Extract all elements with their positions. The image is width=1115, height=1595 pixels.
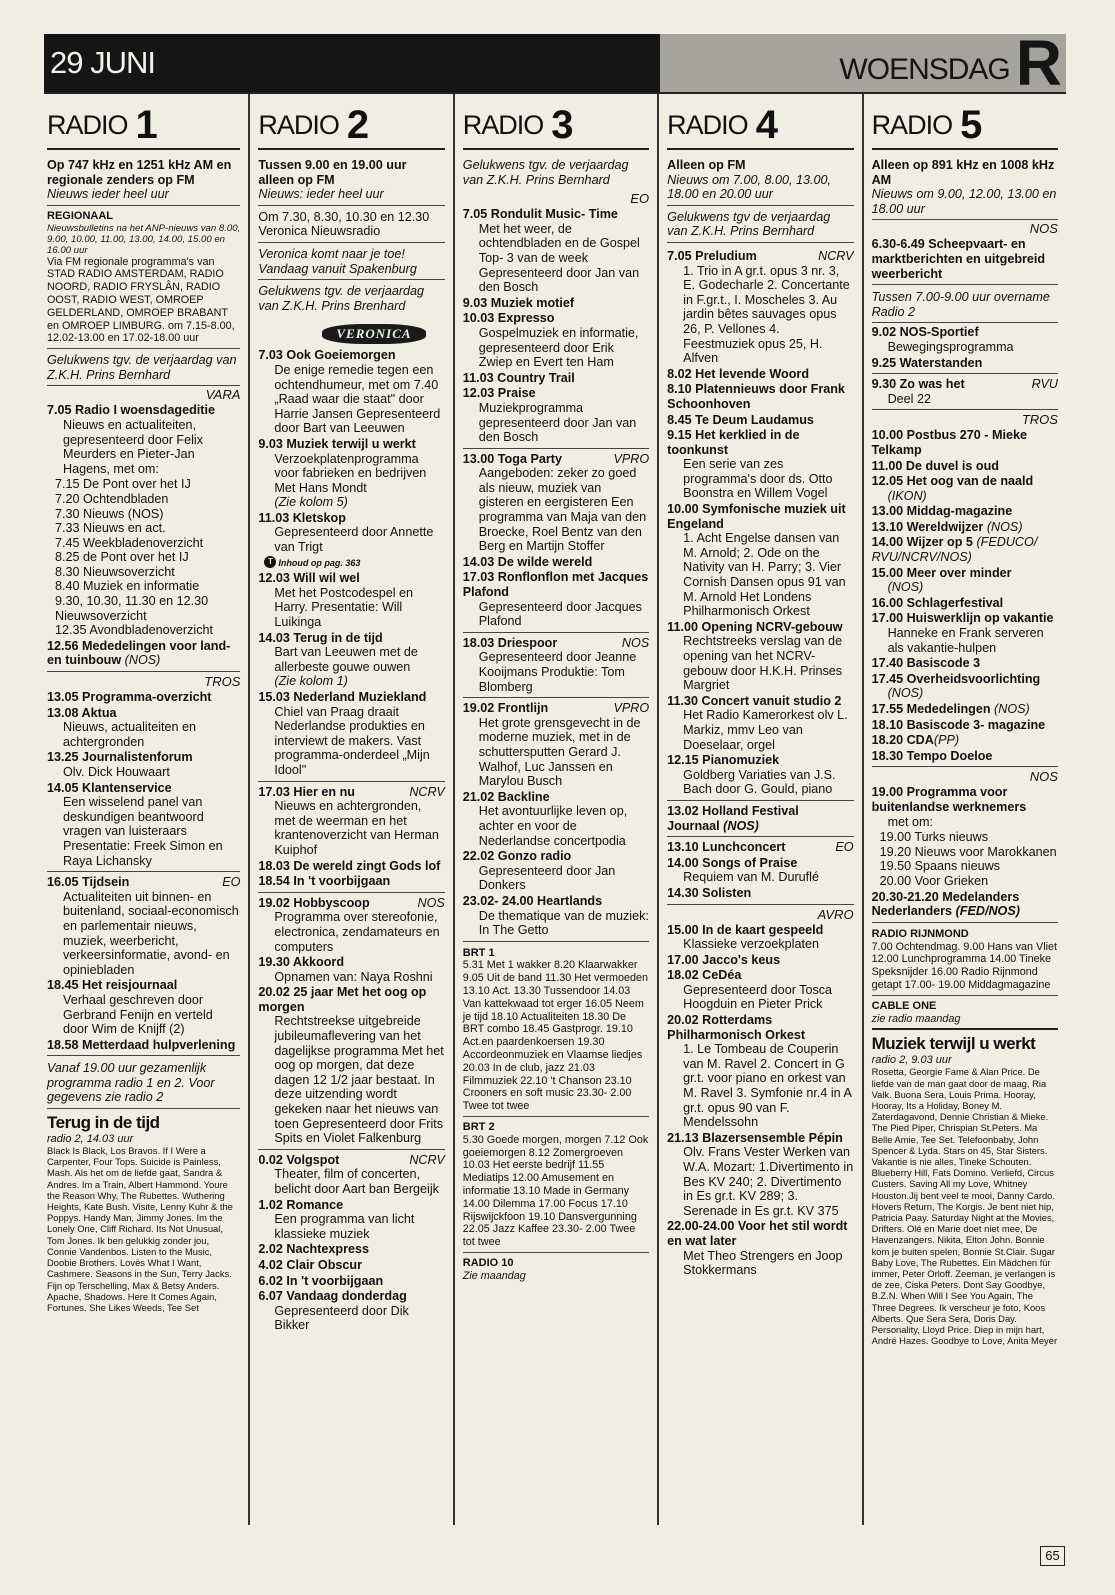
column-radio-4 <box>657 94 861 1525</box>
program-item: 14.03 Terug in de tijd Bart van Leeuwen met de allerbeste gouwe ouwen (Zie kolom 1) <box>258 630 418 689</box>
program-item: 19.02 Hobbyscoop NOS Programma over stereofonie, electronica, zendamateurs en computers <box>258 895 445 954</box>
veronica-logo: VERONICA <box>322 324 425 344</box>
radio-3-heading: RADIO 3 <box>463 100 649 150</box>
radio-1-intro: Op 747 kHz en 1251 kHz AM en regionale zenders op FM Nieuws ieder heel uur <box>47 156 240 206</box>
radio-2-heading: RADIO 2 <box>258 100 444 150</box>
sublist-entry: 7.45 Weekbladenoverzicht <box>55 535 204 550</box>
sublist-entry: 7.33 Nieuws en act. <box>55 521 166 536</box>
program-item: 17.03 Ronflonflon met Jacques Plafond Gepresenteerd door Jacques Plafond <box>463 570 649 632</box>
program-item: 18.10 Basiscode 3- magazine <box>871 717 1046 732</box>
program-item: 10.00 Symfonische muziek uit Engeland 1. Acht Engelse dansen van M. Arnold; 2. Ode on the Nativity van H. Parry; 3. Vier Cornish Dansen opus 91 van M. Arnold Het Londens Philharmonisch Orkest <box>667 502 846 619</box>
program-item: 17.03 Hier en nu NCRV Nieuws en achtergronden, met de weerman en het krantenoverzicht van Herman Kuiphof <box>258 784 445 857</box>
rijnmond-section: RADIO RIJNMOND 7.00 Ochtendmag. 9.00 Hans van Vliet 12.00 Lunchprogramma 14.00 Tineke Speksnijder 16.00 Radio Rijnmond getapt 17.00- 19.00 Middagmagazine <box>872 926 1058 996</box>
program-item: 19.30 Akkoord Opnamen van: Naya Roshni <box>258 955 433 984</box>
day-label: WOENSDAG <box>839 53 1010 86</box>
program-item: 17.45 Overheidsvoorlichting (NOS) <box>871 671 1041 701</box>
program-item: 19.00 Programma voor buitenlandse werknemers met om: <box>871 785 1027 829</box>
program-item: 13.00 Middag-magazine <box>871 504 1013 519</box>
cable-one-section: CABLE ONE zie radio maandag <box>872 998 1058 1031</box>
program-item: 12.15 Pianomuziek Goldberg Variaties van J.S. Bach door G. Gould, piano <box>667 753 853 801</box>
sublist-entry: 8.30 Nieuwsoverzicht <box>55 564 175 579</box>
program-item: 13.02 Holland Festival Journaal (NOS) <box>667 804 853 837</box>
broadcaster-label: EO <box>630 191 650 207</box>
program-item: 23.02- 24.00 Heartlands De thematique van de muziek: In The Getto <box>463 894 649 942</box>
veronica-news: Om 7.30, 8.30, 10.30 en 12.30 Veronica Nieuwsradio <box>258 208 444 243</box>
page-number: 65 <box>1040 1546 1065 1566</box>
program-item: 9.15 Het kerklied in de toonkunst Een serie van zes programma's door ds. Otto Boonstra en Willem Vogel <box>667 428 833 501</box>
program-item: 17.00 Huiswerklijn op vakantie Hanneke en Frank serveren als vakantie-hulpen <box>871 611 1054 655</box>
program-item: 18.02 CeDéa Gepresenteerd door Tosca Hoogduin en Pieter Prick <box>667 968 833 1012</box>
program-item: 18.03 Driespoor NOS Gepresenteerd door Jeanne Kooijmans Produktie: Tom Blomberg <box>463 636 649 698</box>
feature-box: Terug in de tijd radio 2, 14.03 uur Black Is Black, Los Bravos. If I Were a Carpenter, Four Tops. Suicide is Painless, Mash. Als het om de liefde gaat, Sandra & Andres. Im a Train, Albert Hammond. Youre the Reason Why, The Rubettes. Wuthering Heights, Kate Bush. Visite, Lenny Kuhr & the Poppys. Handy Man, Jimmy Jones. Im the Lonely One, Cliff Richard. Its Not Unusual, Tom Jones. Ik ben gelukkig zonder jou, Connie Vandenbos. Listen to the Music, Doobie Brothers. Lovës What I Want, Cashmere. Seasons in the Sun, Terry Jacks. Fijn op Terschelling, Max & Betsy Anders. Apache, Shadows. Here It Comes Again, Fortunes. She Likes Weeds, Tee Set <box>47 1113 240 1313</box>
program-item: 14.00 Songs of Praise Requiem van M. Duruflé <box>667 855 819 885</box>
program-item: 11.03 Country Trail <box>462 370 575 385</box>
program-item: 7.05 Preludium NCRV 1. Trio in A gr.t. opus 3 nr. 3, E. Godecharle 2. Concertante in F.gr.t., I. Moscheles 3. Au jardin bêtes sauvages opus 26, P. Vellones 4. Feestmuziek opus 25, H. Alfven <box>667 248 854 366</box>
program-item: 1.02 Romance Een programma van licht klassieke muziek <box>258 1197 415 1241</box>
program-item: 17.00 Jacco's keus <box>667 952 781 967</box>
program-columns <box>44 92 1066 1525</box>
program-item: 15.00 Meer over minder (NOS) <box>871 565 1012 595</box>
program-item: 9.03 Muziek motief <box>462 295 575 310</box>
program-item: 7.05 Rondulit Music- Time Met het weer, de ochtendbladen en de Gospel Top- 3 van de week Gepresenteerd door Jan van den Bosch <box>462 207 640 295</box>
program-item: 18.03 De wereld zingt Gods lof <box>258 858 441 873</box>
program-item: 0.02 Volgspot NCRV Theater, film of concerten, belicht door Aart ban Bergeijk <box>258 1152 445 1196</box>
broadcaster-label: VARA <box>205 387 241 403</box>
regional-section: REGIONAAL Nieuwsbulletins na het ANP-nieuws van 8.00, 9.00, 10.00, 11.00, 13.00, 14.00, 15.00 en 16.00 uur Via FM regionale programma's van STAD RADIO AMSTERDAM, RADIO NOORD, RADIO FRYSLÂN, RADIO OOST, RADIO WEST, OMROEP GELDERLAND, OMROEP BRABANT en OMROEP LIMBURG. om 7.15-8.00, 12.02-13.00 en 17.02-18.00 uur <box>47 208 240 349</box>
radio-2-intro: Tussen 9.00 en 19.00 uur alleen op FM Nieuws: ieder heel uur <box>258 156 444 206</box>
program-item: 9.30 Zo was het RVU Deel 22 <box>872 377 1058 410</box>
program-item: 8.02 Het levende Woord <box>667 366 810 381</box>
program-item: 18.54 In 't voorbijgaan <box>258 874 444 893</box>
column-radio-5 <box>862 94 1066 1525</box>
feature-body: Rosetta, Georgie Fame & Alan Price. De liefde van de man gaat door de maag, Ria Valk. Buona Sera, Louis Prima. Hooray, Hooray, Its a Holiday, Boney M. Zaterdagavond, Dennie Christian & Mieke. The Pied Piper, Chrispian St.Peters. Ma Belle Amie, Tee Set. Telefoonbaby, John Spencer & Lyda. Stars on 45, Star Sisters. Vakantie is nie alles, Tineke Schouten. Blueberry Hill, Fats Domino. Verliefd, Circus Custers. Saving All my Love, Whitney Houston.Jij bent veel te mooi, Danny Cardo. Hovers Return, The Korgis. Je bent niet hip, Patricia Paay. Saturday Night at the Movies, Drifters. Olé en Marie doet niet mee, De Havenzangers. Nikita, Elton John. Bonnie kom je buiten spelen, Bonnie St.Clair. Sugar Baby Love, The Rubettes. Ein Mädchen für immer, Peter Orloff. Zeeman, je verlangen is de zee, Ciska Peters. Dont Say Goodbye, B.Z.N. When Will I See You Again, The Three Degrees. Ik verscheur je foto, Koos Alberts. Que Sera Sera, Doris Day. Personality, Lloyd Price. Diep in mijn hart, André Hazes. Goodbye to Love, Anita Meyer <box>871 1066 1058 1347</box>
program-item: 13.00 Toga Party VPRO Aangeboden: zeker zo goed als nieuw, muziek van gisteren en eergisteren Een programma van Maja van den Broecke, Roel Bentz van den Berg en Martijn Stoffer <box>462 451 650 554</box>
date-label: 29 JUNI <box>50 45 155 80</box>
sublist-entry: 20.00 Voor Grieken <box>879 873 989 888</box>
column-radio-3 <box>453 94 657 1525</box>
program-item: 18.45 Het reisjournaal Verhaal geschreven door Gerbrand Fenijn en verteld door Wim de Knijff (2) <box>47 978 213 1037</box>
program-item: 13.08 Aktua Nieuws, actualiteiten en achtergronden <box>47 705 197 749</box>
column-radio-2 <box>248 94 452 1525</box>
radio10-section: RADIO 10 Zie maandag <box>462 1257 526 1282</box>
feature-title: Muziek terwijl u werkt <box>871 1034 1036 1054</box>
broadcaster-label: NOS <box>1029 769 1058 785</box>
program-item: 14.30 Solisten <box>667 886 853 905</box>
column-radio-1 <box>44 94 248 1525</box>
congrats-note: Gelukwens tgv. de verjaardag van Z.K.H. Prins Brenhard <box>258 284 425 313</box>
radio-1-heading: RADIO 1 <box>47 100 240 150</box>
program-item: 20.30-21.20 Medelanders Nederlanders (FED/NOS) <box>872 890 1058 923</box>
program-item: 7.03 Ook Goeiemorgen De enige remedie tegen een ochtendhumeur, met om 7.40 „Raad waar die staat" door Harrie Jansen Gepresenteerd door Bart van Leeuwen <box>258 348 441 436</box>
program-item: 11.03 Kletskop Gepresenteerd door Annette van Trigt T Inhoud op pag. 363 <box>258 510 434 568</box>
program-item: 7.05 Radio I woensdageditie Nieuws en actualiteiten, gepresenteerd door Felix Meurders en Pieter-Jan Hagens, met om: <box>47 403 215 476</box>
program-item: 15.00 In de kaart gespeeld Klassieke verzoekplaten <box>667 922 824 952</box>
sublist-entry: 7.15 De Pont over het IJ <box>55 477 191 492</box>
program-item: 6.07 Vandaag donderdag Gepresenteerd door Dik Bikker <box>258 1289 409 1333</box>
sublist-entry: 19.50 Spaans nieuws <box>879 859 1000 874</box>
tv-info-icon: T <box>264 556 276 568</box>
broadcaster-label: TROS <box>1021 412 1058 428</box>
program-item: 6.02 In 't voorbijgaan <box>258 1273 384 1288</box>
feature-title: Terug in de tijd <box>47 1113 160 1133</box>
program-item: 13.10 Lunchconcert EO <box>667 840 854 855</box>
sublist-entry: 8.40 Muziek en informatie <box>55 579 200 594</box>
sublist-entry: 7.30 Nieuws (NOS) <box>55 506 164 521</box>
program-item: 14.00 Wijzer op 5 (FEDUCO/ RVU/NCRV/NOS) <box>871 535 1038 565</box>
program-item: 22.00-24.00 Voor het stil wordt en wat later Met Theo Strengers en Joop Stokkermans <box>667 1219 848 1278</box>
program-item: 12.05 Het oog van de naald (IKON) <box>871 474 1034 503</box>
program-item: 9.03 Muziek terwijl u werkt Verzoekplatenprogramma voor fabrieken en bedrijven Met Hans Mondt (Zie kolom 5) <box>258 436 427 510</box>
program-item: 22.02 Gonzo radio Gepresenteerd door Jan Donkers <box>462 849 616 893</box>
program-item: 13.25 Journalistenforum Olv. Dick Houwaart <box>47 750 193 779</box>
brt2-section: BRT 2 5.30 Goede morgen, morgen 7.12 Ook goeiemorgen 8.12 Zomergroeven 10.03 Het eerste bedrijf 11.55 Mediatips 12.00 Amusement en informatie 13.10 Made in Germany 14.00 Dilemma 17.00 Focus 17.10 Rijswijckfoon 19.10 Dansvergunning 22.05 Jazz Kaffee 23.30- 2.00 Twee tot twee <box>463 1119 649 1253</box>
sublist-entry: 12.35 Avondbladenoverzicht <box>55 623 214 638</box>
program-item: 10.00 Postbus 270 - Mieke Telkamp <box>871 428 1027 457</box>
program-item: 16.00 Schlagerfestival <box>871 595 1004 610</box>
brt1-section: BRT 1 5.31 Met 1 wakker 8.20 Klaarwakker 9.05 Uit de band 11.30 Het vermoeden 13.10 Act. 13.30 Tussendoor 14.03 Van kattekwaad tot erger 16.05 Neem je tijd 18.10 Actualiteiten 18.30 De BRT combo 18.45 Gastprogr. 19.10 Act.en paardenkoersen 19.30 Accordeonmuziek en Vlaamse liedjes 20.03 In de club, jazz 21.03 Filmmuziek 22.10 't Chanson 23.10 Crooners en soft music 23.30- 2.00 Twee tot twee <box>463 945 649 1117</box>
program-item: 12.03 Will wil wel Met het Postcodespel en Harry. Presentatie: Will Luikinga <box>258 571 414 630</box>
broadcaster-label: TROS <box>204 674 241 690</box>
page-header <box>44 27 1066 99</box>
broadcaster-label: AVRO <box>817 906 854 922</box>
congrats-note: Gelukwens tgv. de verjaardag van Z.K.H. Prins Bernhard <box>462 158 629 187</box>
program-item: 20.02 25 jaar Met het oog op morgen Rechtstreekse uitgebreide jubileumaflevering van het dagelijkse programma Met het oog op morgen, dat deze dagen 12 1/2 jaar bestaat. In deze uitzending wordt gekeken naar het nieuws van toen Gepresenteerd door Frits Spits en Violet Falkenburg <box>258 985 444 1150</box>
congrats-note: Gelukwens tgv. de verjaardag van Z.K.H. Prins Bernhard <box>47 351 240 386</box>
program-item: 11.00 De duvel is oud <box>871 458 999 473</box>
closing-note: Vanaf 19.00 uur gezamenlijk programma radio 1 en 2. Voor gegevens zie radio 2 <box>47 1059 240 1109</box>
program-item: 16.05 Tijdsein EO Actualiteiten uit binnen- en buitenland, sociaal-economisch en parlementair nieuws, muziek, weerbericht, verkeersinformatie, avond- en opiniebladen <box>47 875 241 977</box>
broadcaster-label: NOS <box>1029 221 1058 237</box>
radio-4-heading: RADIO 4 <box>667 100 853 150</box>
section-letter: R <box>1015 27 1060 99</box>
program-item: 18.30 Tempo Doeloe <box>872 749 1058 768</box>
program-item: 12.03 Praise Muziekprogramma gepresenteerd door Jan van den Bosch <box>463 386 649 448</box>
congrats-note: Gelukwens tgv de verjaardag van Z.K.H. Prins Bernhard <box>667 208 853 243</box>
program-item: 9.25 Waterstanden <box>872 356 1058 375</box>
sublist-entry: 9.30, 10.30, 11.30 en 12.30 Nieuwsoverzicht <box>55 594 209 623</box>
program-item: 11.30 Concert vanuit studio 2 Het Radio Kamerorkest olv L. Markiz, mmv Leo van Doeselaar, orgel <box>667 693 848 752</box>
radio-5-heading: RADIO 5 <box>872 100 1058 150</box>
program-item: 6.30-6.49 Scheepvaart- en marktberichten en uitgebreid weerbericht <box>872 237 1058 285</box>
date-banner <box>44 34 660 92</box>
program-item: 4.02 Clair Obscur <box>258 1257 362 1272</box>
program-item: 17.40 Basiscode 3 <box>871 656 981 671</box>
day-banner <box>660 27 1066 99</box>
program-item: 18.20 CDA(PP) <box>871 733 960 748</box>
feature-box: Muziek terwijl u werkt radio 2, 9.03 uur Rosetta, Georgie Fame & Alan Price. De liefde van de man gaat door de maag, Ria Valk. Buona Sera, Louis Prima. Hooray, Hooray, Its a Holiday, Boney M. Zaterdagavond, Dennie Christian & Mieke. The Pied Piper, Chrispian St.Peters. Ma Belle Amie, Tee Set. Telefoonbaby, John Spencer & Lyda. Stars on 45, Star Sisters. Vakantie is nie alles, Tineke Schouten. Blueberry Hill, Fats Domino. Verliefd, Circus Custers. Saving All my Love, Whitney Houston.Jij bent veel te mooi, Danny Cardo. Hovers Return, The Korgis. Je bent niet hip, Patricia Paay. Saturday Night at the Movies, Drifters. Olé en Marie doet niet mee, De Havenzangers. Nikita, Elton John. Bonnie kom je buiten spelen, Bonnie St.Clair. Sugar Baby Love, The Rubettes. Ein Mädchen für immer, Peter Orloff. Zeeman, je verlangen is de zee, Ciska Peters. Dont Say Goodbye, B.Z.N. When Will I See You Again, The Three Degrees. Ik verscheur je foto, Koos Alberts. Que Sera Sera, Doris Day. Personality, Lloyd Price. Diep in mijn hart, André Hazes. Goodbye to Love, Anita Meyer <box>871 1034 1058 1347</box>
program-item: 14.03 De wilde wereld <box>462 554 593 569</box>
program-item: 18.58 Metterdaad hulpverlening <box>47 1038 240 1057</box>
program-item: 13.05 Programma-overzicht <box>47 690 212 705</box>
program-item: 2.02 Nachtexpress <box>258 1242 370 1257</box>
sublist-entry: 8.25 de Pont over het IJ <box>55 550 189 565</box>
program-item: 14.05 Klantenservice Een wisselend panel van deskundigen beantwoord vragen van luisteraars Presentatie: Freek Simon en Raya Lichansky <box>47 781 240 873</box>
program-item: 13.10 Wereldwijzer (NOS) <box>871 519 1023 534</box>
program-sublist <box>47 477 240 638</box>
program-item: 21.02 Backline Het avontuurlijke leven op, achter en voor de Nederlandse concertpodia <box>462 789 628 848</box>
program-item: 10.03 Expresso Gospelmuziek en informatie, gepresenteerd door Erik Zwiep en Evert ten Ham <box>462 311 639 370</box>
program-item: 15.03 Nederland Muziekland Chiel van Praag draait Nederlandse produkties en interviewt de makers. Vast programma-onderdeel „Mijn Idool" <box>258 690 444 782</box>
program-sublist <box>872 830 1058 888</box>
program-item: 17.55 Mededelingen (NOS) <box>871 702 1030 716</box>
sublist-entry: 7.20 Ochtendbladen <box>55 491 169 506</box>
radio-4-intro: Alleen op FM Nieuws om 7.00, 8.00, 13.00, 18.00 en 20.00 uur <box>667 156 853 206</box>
program-item: 11.00 Opening NCRV-gebouw Rechtstreeks verslag van de opening van het NCRV-gebouw door H.K.H. Prinses Margriet <box>667 619 843 693</box>
takeover-note: Tussen 7.00-9.00 uur overname Radio 2 <box>872 288 1058 323</box>
program-item: 12.56 Mededelingen voor land- en tuinbouw (NOS) <box>47 639 240 672</box>
program-item: 19.02 Frontlijn VPRO Het grote grensgevecht in de moderne muziek, met in de schuttersputten Gerard J. Walhof, Luc Janssen en Marylou Busch <box>462 701 650 789</box>
feature-body: Black Is Black, Los Bravos. If I Were a Carpenter, Four Tops. Suicide is Painless, Mash. Als het om de liefde gaat, Sandra & Andres. Im a Train, Albert Hammond. Youre the Reason Why, The Rubettes. Wuthering Heights, Kate Bush. Visite, Lenny Kuhr & the Poppys. Handy Man, Jimmy Jones. Im the Lonely One, Cliff Richard. Its Not Unusual, Tom Jones. Ik ben gelukkig zonder jou, Connie Vandenbos. Listen to the Music, Doobie Brothers. Lovës What I Want, Cashmere. Seasons in the Sun, Terry Jacks. Fijn op Terschelling, Max & Betsy Anders. Apache, Shadows. Here It Comes Again, Fortunes. She Likes Weeds, Tee Set <box>47 1145 233 1313</box>
sublist-entry: 19.00 Turks nieuws <box>879 830 989 845</box>
program-item: 20.02 Rotterdams Philharmonisch Orkest 1. Le Tombeau de Couperin van M. Ravel 2. Concert in G gr.t. voor piano en orkest van M. Ravel 3. Symfonie nr.4 in A gr.t. opus 90 van F. Mendelssohn <box>667 1013 852 1130</box>
sublist-entry: 19.20 Nieuws voor Marokkanen <box>879 844 1057 859</box>
program-item: 8.45 Te Deum Laudamus <box>667 412 814 427</box>
program-item: 9.02 NOS-Sportief Bewegingsprogramma <box>871 325 1014 354</box>
spakenburg-note: Veronica komt naar je toe! Vandaag vanuit Spakenburg <box>258 245 444 280</box>
radio-5-intro: Alleen op 891 kHz en 1008 kHz AM Nieuws om 9.00, 12.00, 13.00 en 18.00 uur <box>872 156 1058 220</box>
program-item: 21.13 Blazersensemble Pépin Olv. Frans Vester Werken van W.A. Mozart: 1.Divertimento in Bes KV 240; 2. Divertimento in Es gr.t. KV 289; 3. Serenade in Es gr.t. KV 375 <box>667 1130 854 1218</box>
program-item: 8.10 Platennieuws door Frank Schoonhoven <box>667 382 845 411</box>
